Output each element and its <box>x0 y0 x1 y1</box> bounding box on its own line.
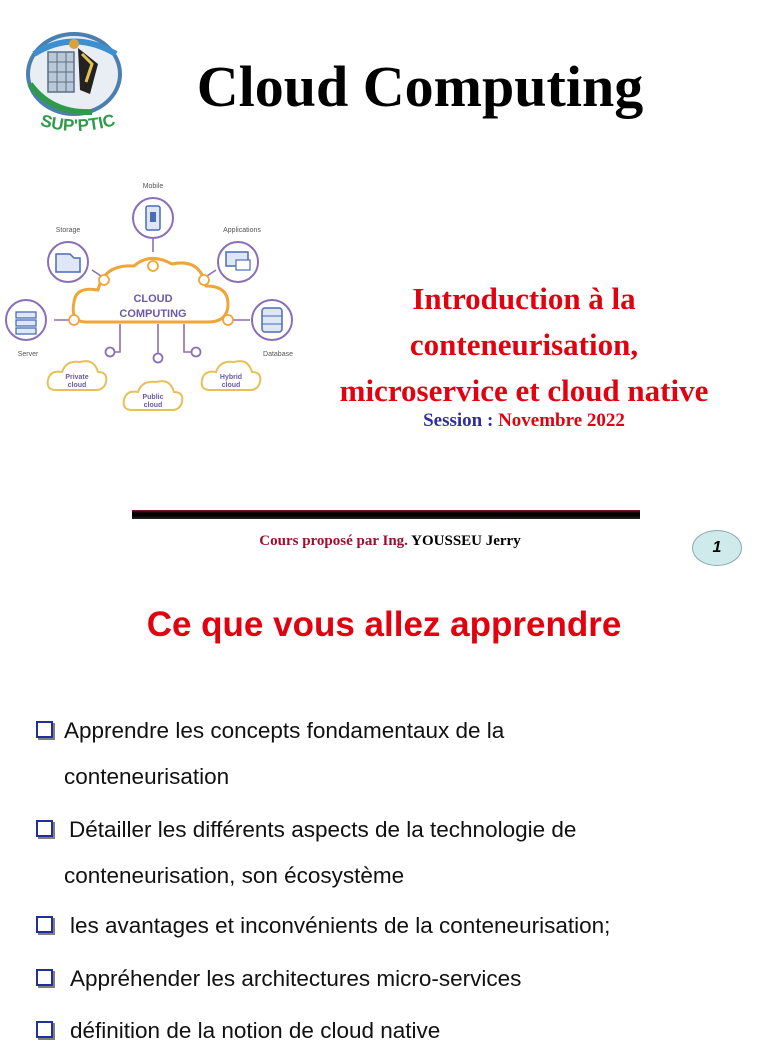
logo-wordmark: SUP'PTIC <box>38 110 118 136</box>
cloud-center-line1: CLOUD <box>133 293 173 305</box>
objective-line: les avantages et inconvénients de la conteneurisation; <box>70 913 611 938</box>
list-item <box>36 956 736 1002</box>
objective-line: Apprendre les concepts fondamentaux de la <box>64 718 505 743</box>
mobile-label: Mobile <box>142 183 164 190</box>
checkbox-bullet-icon <box>36 969 53 986</box>
author-name: YOUSSEU Jerry <box>411 533 521 549</box>
storage-label: Storage <box>55 227 81 234</box>
cloud-center-line2: COMPUTING <box>119 308 187 320</box>
session-label: Session : <box>423 410 494 431</box>
slide-title: Cloud Computing <box>196 54 644 119</box>
objective-line: Appréhender les architectures micro-services <box>70 966 522 991</box>
objective-line: Détailler les différents aspects de la technologie de <box>69 817 577 842</box>
credit-prefix: Cours proposé par Ing. <box>259 533 408 549</box>
applications-label: Applications <box>223 227 261 234</box>
private-cloud-line1: Private <box>65 374 89 381</box>
session-date: Novembre 2022 <box>498 410 625 431</box>
objective-line: conteneurisation, son écosystème <box>64 863 405 888</box>
database-icon <box>262 308 282 332</box>
public-cloud-line2: cloud <box>143 402 163 409</box>
hybrid-cloud-line2: cloud <box>221 382 241 389</box>
subtitle-line: microservice et cloud native <box>339 373 709 408</box>
author-credit <box>180 533 600 550</box>
slide-subtitle <box>292 276 756 414</box>
cloud-computing-illustration <box>0 174 306 414</box>
database-label: Database <box>263 351 293 358</box>
private-cloud-line2: cloud <box>67 382 87 389</box>
checkbox-bullet-icon <box>36 721 53 738</box>
list-item <box>36 708 736 800</box>
subtitle-line: conteneurisation, <box>409 327 639 362</box>
server-icon <box>16 312 36 318</box>
section-title: Ce que vous allez apprendre <box>146 605 622 644</box>
subtitle-line: Introduction à la <box>412 281 636 316</box>
public-cloud-line1: Public <box>142 394 164 401</box>
suptic-logo <box>12 24 144 136</box>
list-item <box>36 807 736 899</box>
checkbox-bullet-icon <box>36 820 53 837</box>
objective-line: conteneurisation <box>64 764 230 789</box>
objective-line: définition de la notion de cloud native <box>70 1018 441 1043</box>
list-item <box>36 903 736 949</box>
footer-divider <box>132 510 640 519</box>
session-info <box>292 410 756 432</box>
list-item <box>36 1008 736 1054</box>
server-label: Server <box>17 351 39 358</box>
checkbox-bullet-icon <box>36 916 53 933</box>
page-number-badge: 1 <box>692 530 742 566</box>
hybrid-cloud-line1: Hybrid <box>219 374 243 381</box>
